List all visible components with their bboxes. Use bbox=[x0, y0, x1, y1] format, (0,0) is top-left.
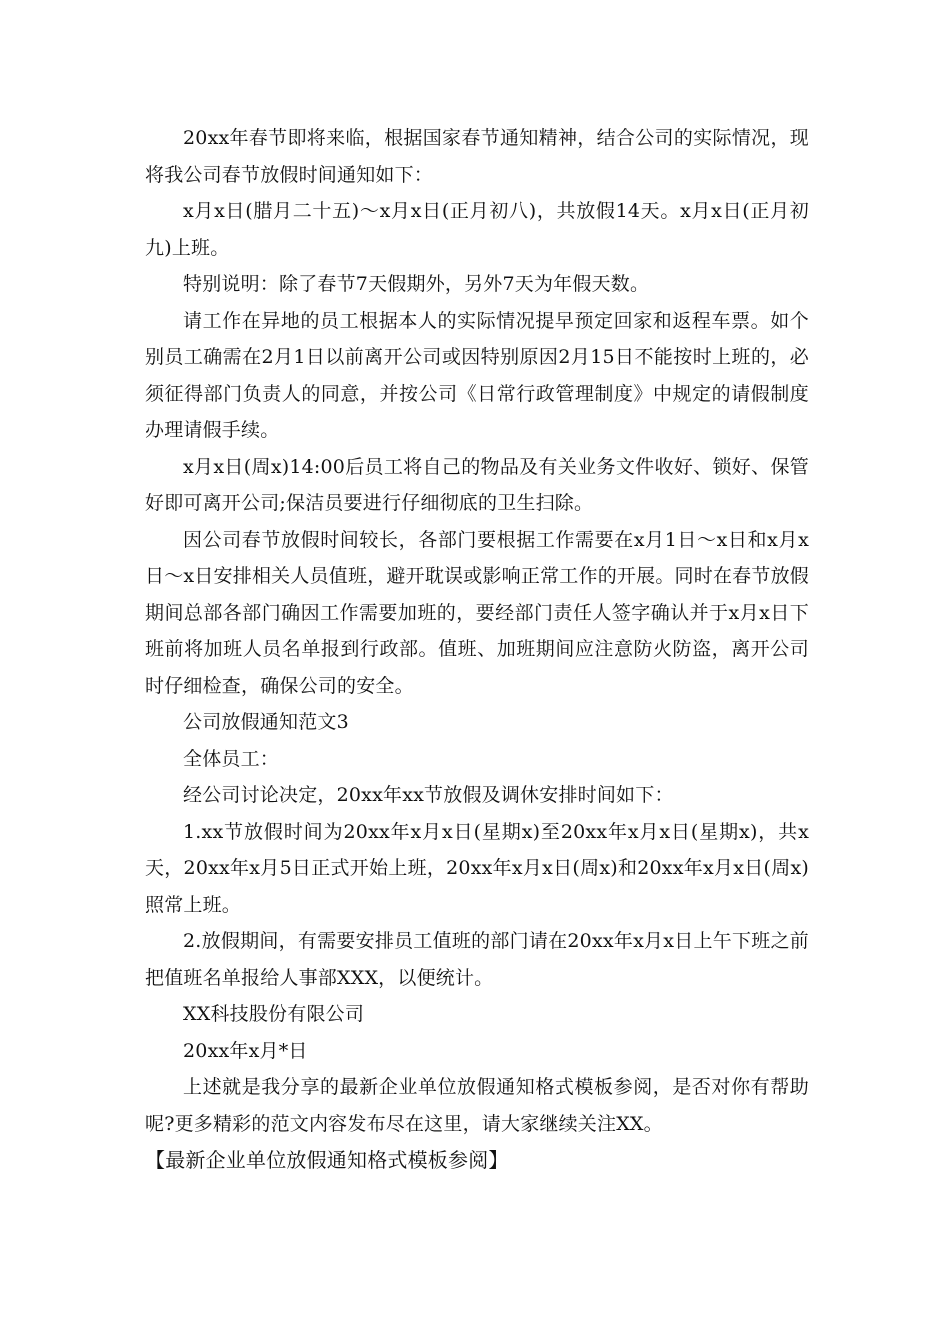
paragraph-special-note: 特别说明：除了春节7天假期外，另外7天为年假天数。 bbox=[183, 273, 650, 295]
paragraph-decision: 经公司讨论决定，20xx年xx节放假及调休安排时间如下： bbox=[183, 784, 674, 806]
section-heading-sample-3: 公司放假通知范文3 bbox=[183, 711, 349, 733]
paragraph-duty-arrangement: 因公司春节放假时间较长，各部门要根据工作需要在x月1日～x日和x月x日～x日安排相关人员值班，避开耽误或影响正常工作的开展。同时在春节放假期间总部各部门确因工作需要加班的，要经部门责任人签字确认并于x月x日下班前将加班人员名单报到行政部。值班、加班期间应注意防火防盗，离开公司时仔细检查，确保公司的安全。 bbox=[145, 528, 809, 697]
paragraph-holiday-dates: x月x日(腊月二十五)～x月x日(正月初八)，共放假14天。x月x日(正月初九)上班。 bbox=[145, 200, 809, 259]
salutation: 全体员工： bbox=[183, 747, 280, 770]
paragraph-holiday-intro: 20xx年春节即将来临，根据国家春节通知精神，结合公司的实际情况，现将我公司春节放假时间通知如下： bbox=[145, 127, 809, 186]
closing-title: 【最新企业单位放假通知格式模板参阅】 bbox=[145, 1148, 509, 1172]
list-item-1: 1.xx节放假时间为20xx年x月x日(星期x)至20xx年x月x日(星期x)，共x天，20xx年x月5日正式开始上班，20xx年x月x日(周x)和20xx年x月x日(周x)照常上班。 bbox=[145, 820, 809, 916]
list-item-2: 2.放假期间，有需要安排员工值班的部门请在20xx年x月x日上午下班之前把值班名单报给人事部XXX，以便统计。 bbox=[145, 930, 809, 989]
paragraph-summary: 上述就是我分享的最新企业单位放假通知格式模板参阅，是否对你有帮助呢?更多精彩的范文内容发布尽在这里，请大家继续关注XX。 bbox=[145, 1076, 809, 1135]
company-signature: XX科技股份有限公司 bbox=[183, 1003, 365, 1025]
signature-date: 20xx年x月*日 bbox=[183, 1039, 308, 1062]
paragraph-travel-advice: 请工作在异地的员工根据本人的实际情况提早预定回家和返程车票。如个别员工确需在2月1日以前离开公司或因特别原因2月15日不能按时上班的，必须征得部门负责人的同意，并按公司《日常行政管理制度》中规定的请假制度办理请假手续。 bbox=[145, 309, 809, 441]
document-body bbox=[145, 120, 809, 1179]
paragraph-leave-office: x月x日(周x)14:00后员工将自己的物品及有关业务文件收好、锁好、保管好即可离开公司;保洁员要进行仔细彻底的卫生扫除。 bbox=[145, 455, 809, 514]
